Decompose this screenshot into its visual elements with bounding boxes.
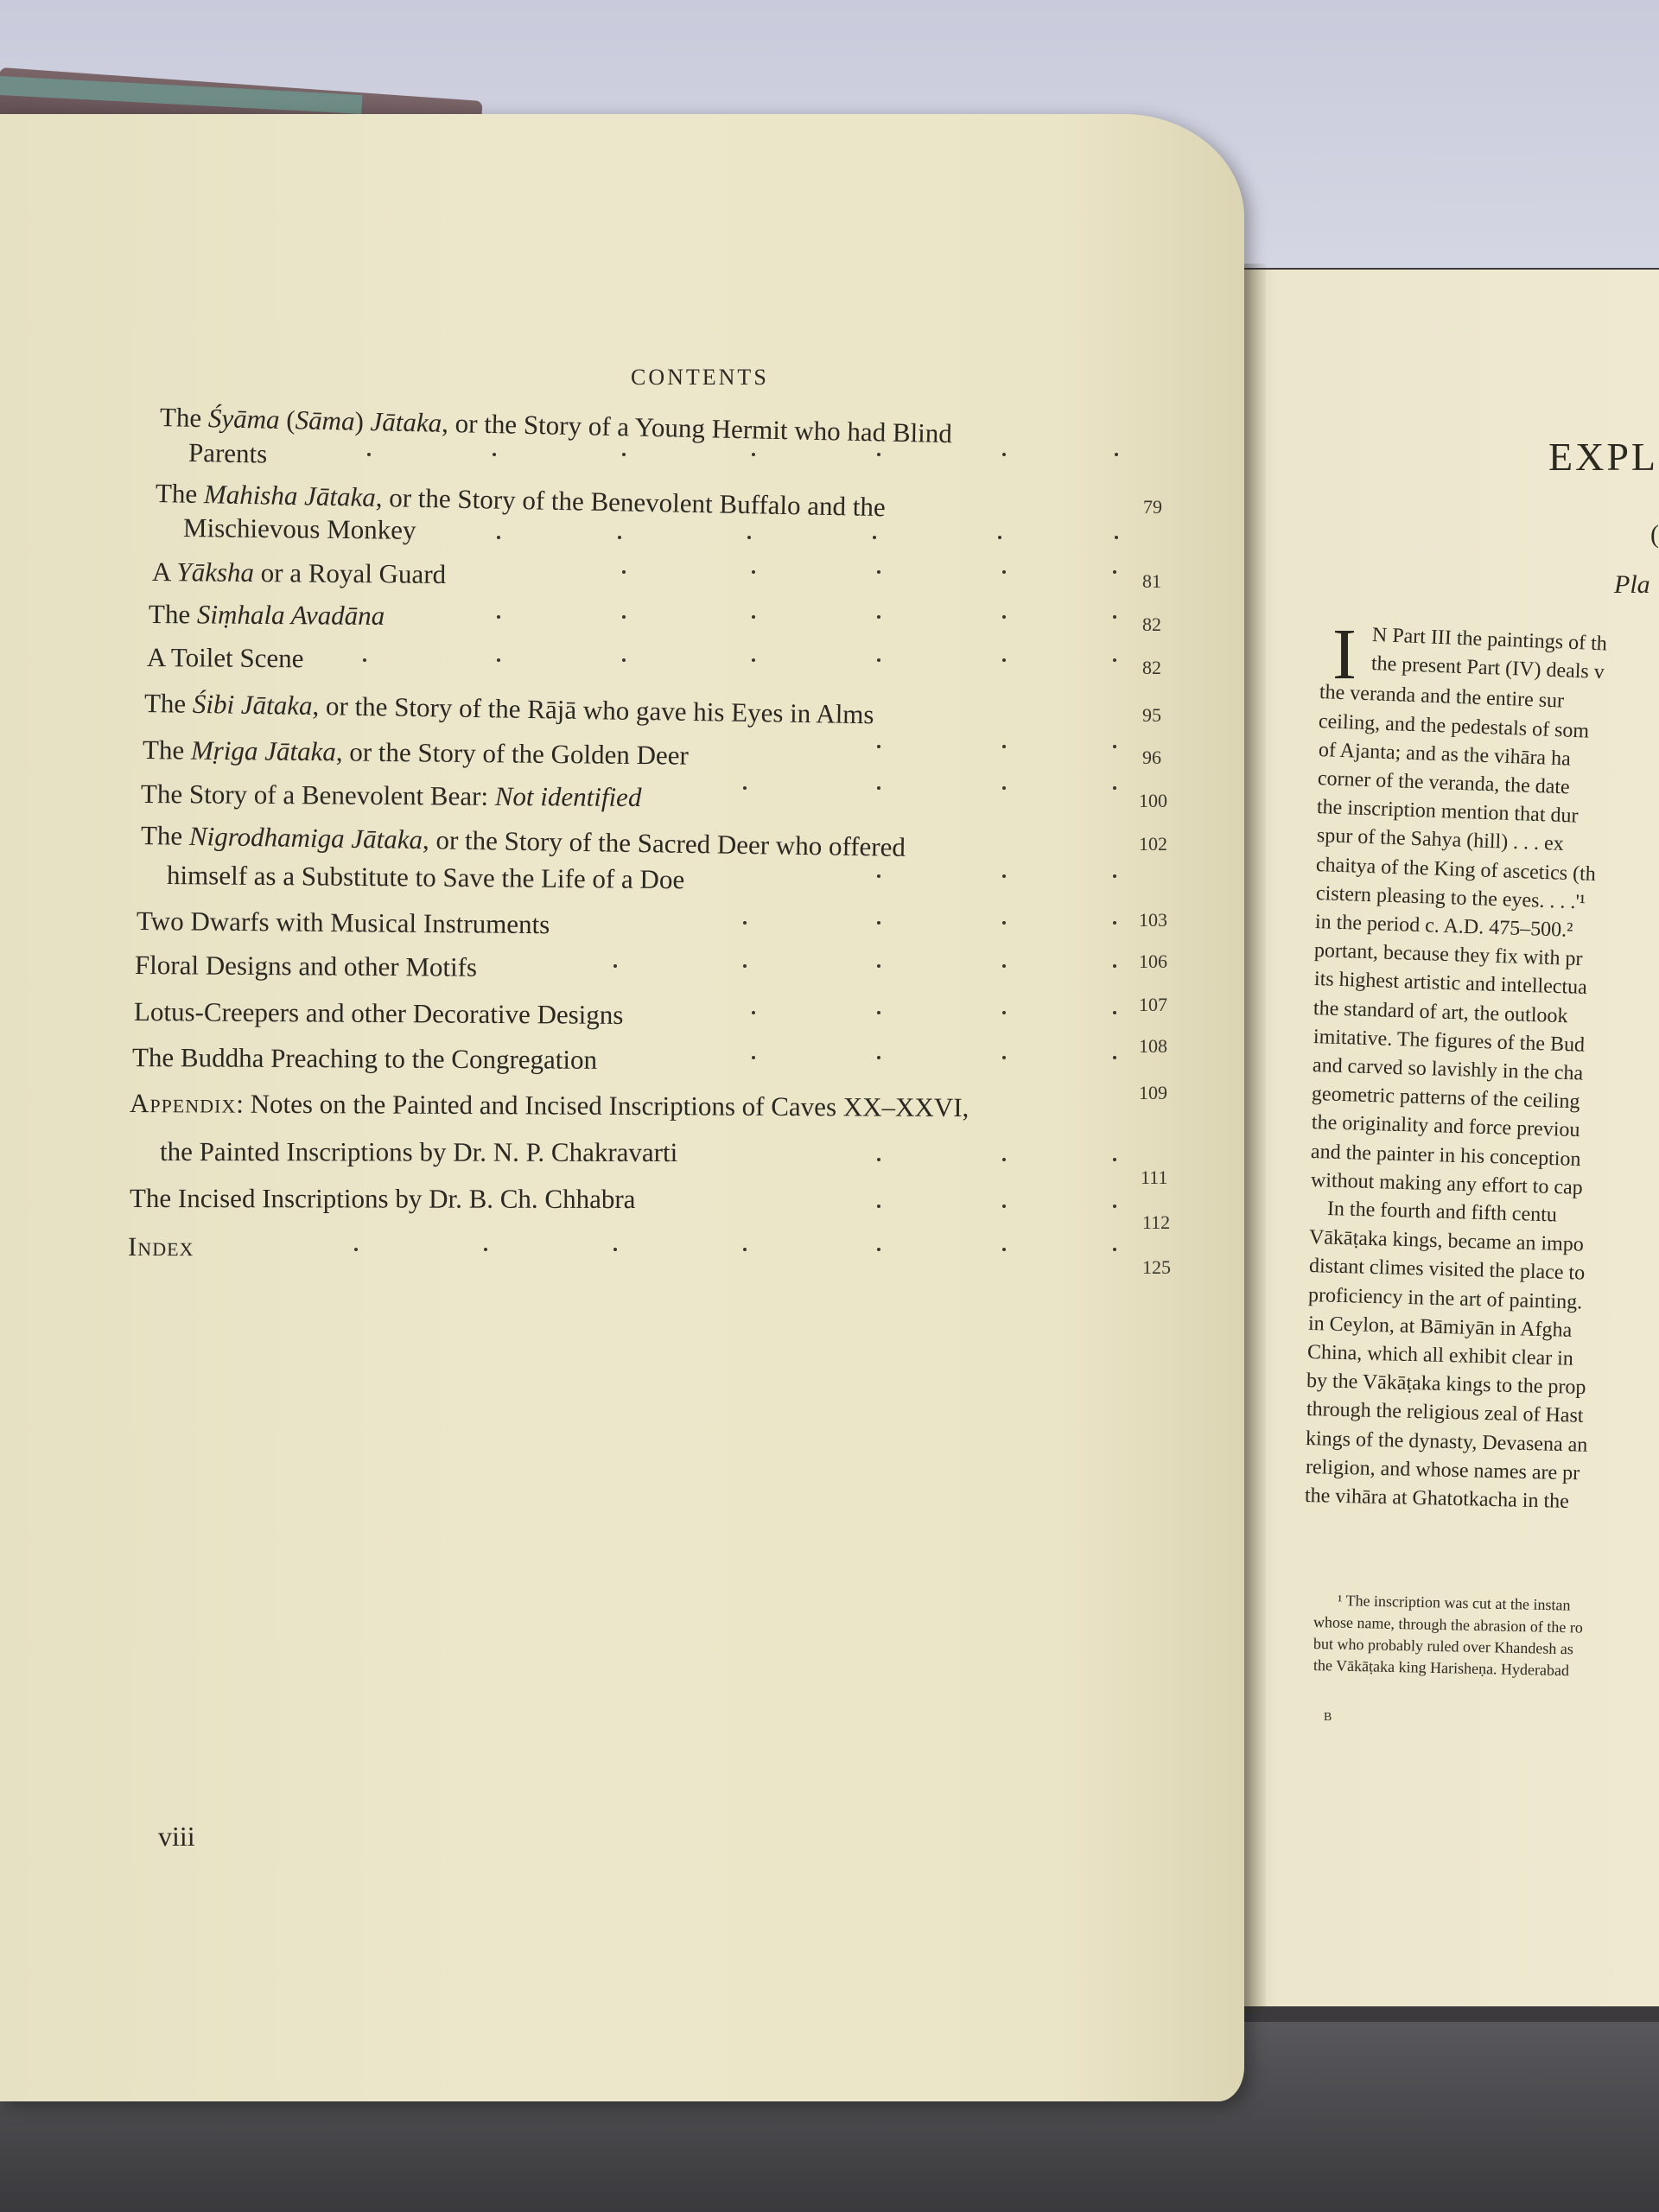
leader-dot (1115, 536, 1118, 539)
toc-entry: The Siṃhala Avadāna (148, 599, 385, 631)
leader-dot (877, 1056, 880, 1059)
leader-dot (877, 786, 880, 790)
footnote-line: ¹ The inscription was cut at the instan (1337, 1592, 1571, 1614)
right-page-title: EXPL (1548, 435, 1658, 479)
leader-dot (1113, 921, 1116, 925)
right-page (1227, 270, 1659, 2006)
body-line: N Part III the paintings of th (1371, 624, 1608, 656)
body-line: distant climes visited the place to (1308, 1255, 1586, 1285)
toc-entry: Appendix: Notes on the Painted and Incised Inscriptions of Caves XX–XXVI, (129, 1088, 969, 1123)
toc-entry: the Painted Inscriptions by Dr. N. P. Chakravarti (159, 1136, 678, 1168)
drop-cap: I (1332, 614, 1357, 695)
page-number: 79 (1143, 496, 1162, 518)
left-page (0, 114, 1244, 2101)
body-line: corner of the veranda, the date (1317, 767, 1571, 799)
leader-dot (497, 658, 500, 662)
body-line: the vihāra at Ghatotkacha in the (1304, 1484, 1570, 1513)
page-number: 81 (1142, 570, 1161, 592)
page-number: 106 (1139, 950, 1167, 972)
page-number: 112 (1142, 1211, 1171, 1233)
leader-dot (1002, 1056, 1006, 1059)
leader-dot (613, 964, 617, 968)
toc-entry: A Toilet Scene (146, 642, 304, 674)
leader-dot (1002, 570, 1006, 574)
toc-entry: The Incised Inscriptions by Dr. B. Ch. Chhabra (129, 1183, 636, 1215)
leader-dot (1002, 964, 1006, 968)
toc-entry: himself as a Substitute to Save the Life of a Doe (166, 860, 685, 895)
leader-dot (622, 570, 626, 574)
leader-dot (1113, 1056, 1116, 1059)
leader-dot (998, 536, 1001, 539)
leader-dot (873, 536, 876, 539)
leader-dot (1113, 615, 1116, 619)
leader-dot (743, 786, 747, 790)
body-line: the standard of art, the outlook (1313, 996, 1568, 1027)
leader-dot (1113, 745, 1116, 748)
leader-dot (743, 1248, 747, 1251)
leader-dot (1002, 921, 1006, 925)
leader-dot (877, 1205, 880, 1208)
toc-entry: The Śibi Jātaka, or the Story of the Rājā who gave his Eyes in Alms (143, 688, 874, 730)
page-number: 108 (1139, 1035, 1167, 1057)
body-line: chaitya of the King of ascetics (th (1315, 853, 1597, 886)
toc-entry: Lotus-Creepers and other Decorative Designs (133, 996, 624, 1030)
leader-dot (1002, 1158, 1006, 1161)
leader-dot (1002, 1248, 1006, 1251)
toc-entry: Mischievous Monkey (182, 512, 416, 545)
leader-dot (1002, 1205, 1006, 1208)
footnote-line: but who probably ruled over Khandesh as (1313, 1635, 1574, 1658)
page-number: 95 (1142, 704, 1161, 726)
page-number: 109 (1139, 1082, 1167, 1103)
leader-dot (752, 453, 755, 456)
leader-dot (493, 453, 496, 456)
leader-dot (747, 536, 751, 539)
page-number: 100 (1139, 790, 1167, 811)
leader-dot (1002, 453, 1006, 456)
body-line: proficiency in the art of painting. (1307, 1283, 1583, 1313)
leader-dot (752, 1011, 755, 1014)
page-number: 82 (1142, 613, 1161, 635)
body-line: spur of the Sahya (hill) . . . ex (1316, 824, 1565, 856)
leader-dot (1002, 874, 1006, 878)
page-number: 125 (1142, 1256, 1171, 1278)
leader-dot (1115, 453, 1118, 456)
body-line: China, which all exhibit clear in (1306, 1341, 1574, 1370)
leader-dot (497, 615, 500, 619)
leader-dot (877, 453, 880, 456)
leader-dot (354, 1248, 358, 1251)
body-line: geometric patterns of the ceiling (1311, 1083, 1580, 1114)
toc-entry: The Buddha Preaching to the Congregation (131, 1042, 598, 1075)
leader-dot (613, 1248, 617, 1251)
folio-number: viii (158, 1821, 195, 1852)
body-line: in Ceylon, at Bāmiyān in Afgha (1307, 1312, 1573, 1342)
leader-dot (1113, 1011, 1116, 1014)
body-line: and carved so lavishly in the cha (1312, 1054, 1584, 1085)
toc-entry: Two Dwarfs with Musical Instruments (136, 906, 550, 940)
leader-dot (752, 570, 755, 574)
leader-dot (877, 658, 880, 662)
leader-dot (877, 1011, 880, 1014)
leader-dot (622, 615, 626, 619)
body-line: and the painter in his conception (1310, 1140, 1581, 1171)
leader-dot (877, 874, 880, 878)
leader-dot (877, 745, 880, 748)
page-number: 82 (1142, 657, 1161, 678)
body-line: religion, and whose names are pr (1305, 1455, 1580, 1485)
leader-dot (877, 615, 880, 619)
body-line: Vākāṭaka kings, became an impo (1308, 1226, 1585, 1256)
toc-entry: The Śyāma (Sāma) Jātaka, or the Story of a Young Hermit who had Blind (159, 402, 953, 449)
leader-dot (1113, 964, 1116, 968)
leader-dot (622, 453, 626, 456)
body-line: its highest artistic and intellectua (1313, 968, 1588, 1000)
leader-dot (1002, 658, 1006, 662)
leader-dot (743, 964, 747, 968)
leader-dot (1002, 615, 1006, 619)
leader-dot (877, 921, 880, 925)
leader-dot (497, 536, 500, 539)
footnote-line: whose name, through the abrasion of the ro (1313, 1613, 1584, 1637)
leader-dot (752, 1056, 755, 1059)
toc-entry: The Mṛiga Jātaka, or the Story of the Golden Deer (142, 734, 690, 771)
leader-dot (877, 1248, 880, 1251)
leader-dot (1002, 745, 1006, 748)
body-line: the veranda and the entire sur (1319, 681, 1565, 713)
leader-dot (1113, 1248, 1116, 1251)
leader-dot (484, 1248, 487, 1251)
right-page-subtitle: ( (1650, 520, 1659, 549)
leader-dot (618, 536, 621, 539)
page-number: 103 (1139, 909, 1167, 931)
leader-dot (743, 921, 747, 925)
toc-entry: The Nigrodhamiga Jātaka, or the Story of the Sacred Deer who offered (140, 820, 906, 862)
body-line: in the period c. A.D. 475–500.² (1314, 911, 1573, 942)
body-line: In the fourth and fifth centu (1326, 1198, 1558, 1227)
body-line: portant, because they fix with pr (1313, 939, 1583, 971)
leader-dot (363, 658, 366, 662)
leader-dot (1113, 1158, 1116, 1161)
body-line: imitative. The figures of the Bud (1313, 1025, 1586, 1057)
toc-entry: Index (127, 1231, 194, 1262)
page-number: 111 (1141, 1166, 1168, 1188)
signature-mark: B (1324, 1711, 1332, 1724)
leader-dot (1002, 786, 1006, 790)
toc-entry: Parents (188, 437, 268, 469)
leader-dot (752, 615, 755, 619)
page-number: 107 (1139, 994, 1167, 1015)
toc-entry: The Story of a Benevolent Bear: Not identified (140, 779, 642, 813)
footnote-line: the Vākāṭaka king Harisheṇa. Hyderabad (1313, 1656, 1570, 1680)
contents-heading: CONTENTS (631, 365, 769, 390)
body-line: kings of the dynasty, Devasena an (1305, 1427, 1588, 1457)
leader-dot (1113, 874, 1116, 878)
leader-dot (1113, 786, 1116, 790)
toc-entry: A Yāksha or a Royal Guard (151, 556, 447, 589)
body-line: without making any effort to cap (1310, 1168, 1584, 1199)
body-line: ceiling, and the pedestals of som (1318, 709, 1590, 743)
leader-dot (367, 453, 371, 456)
body-line: by the Vākāṭaka kings to the prop (1306, 1370, 1586, 1400)
toc-entry: Floral Designs and other Motifs (134, 950, 478, 982)
body-line: the originality and force previou (1311, 1111, 1580, 1142)
leader-dot (1113, 1205, 1116, 1208)
body-line: through the religious zeal of Hast (1306, 1398, 1584, 1428)
page-number: 102 (1139, 833, 1167, 855)
leader-dot (1113, 570, 1116, 574)
leader-dot (877, 964, 880, 968)
body-line: the inscription mention that dur (1316, 796, 1579, 828)
leader-dot (1002, 1011, 1006, 1014)
toc-entry: The Mahisha Jātaka, or the Story of the Benevolent Buffalo and the (155, 478, 887, 523)
body-line: of Ajanta; and as the vihāra ha (1318, 738, 1572, 771)
right-page-plate-label: Pla (1614, 570, 1650, 599)
body-line: cistern pleasing to the eyes. . . .'¹ (1315, 881, 1586, 914)
leader-dot (1113, 658, 1116, 662)
leader-dot (622, 658, 626, 662)
leader-dot (877, 1158, 880, 1161)
leader-dot (877, 570, 880, 574)
body-line: the present Part (IV) deals v (1370, 652, 1605, 684)
page-number: 96 (1142, 747, 1161, 768)
leader-dot (752, 658, 755, 662)
